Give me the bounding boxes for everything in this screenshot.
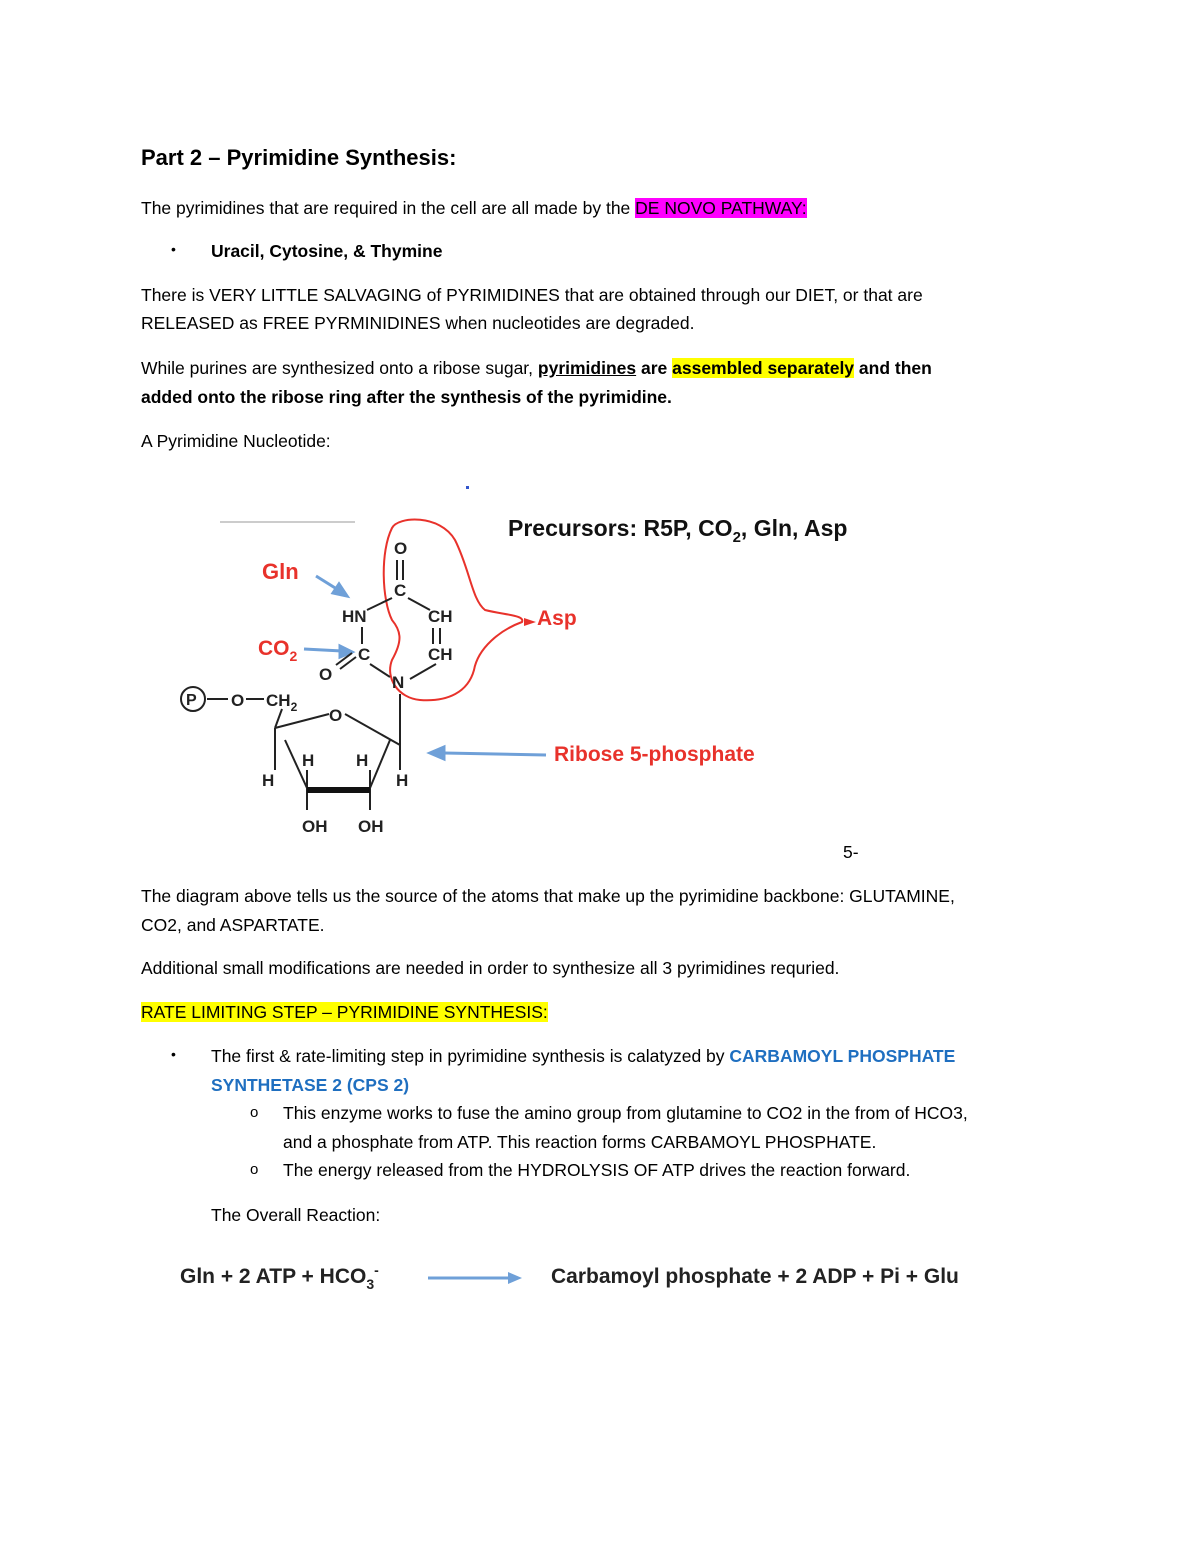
sub-bullet-1-line-2: and a phosphate from ATP. This reaction forms CARBAMOYL PHOSPHATE. xyxy=(283,1132,877,1152)
reaction-arrow-head xyxy=(508,1272,522,1284)
atom-n: N xyxy=(392,673,405,692)
salvage-line-2: RELEASED as FREE PYRMINIDINES when nucleotides are degraded. xyxy=(141,313,695,333)
intro-paragraph xyxy=(141,196,807,220)
atom-o-ring: O xyxy=(329,706,343,725)
stray-mark xyxy=(466,486,469,489)
enzyme-name-2: SYNTHETASE 2 (CPS 2) xyxy=(211,1075,410,1095)
bases-bullet: Uracil, Cytosine, & Thymine xyxy=(211,241,443,261)
atom-h2: H xyxy=(302,751,315,770)
atom-ch2: $CH_2$ xyxy=(266,691,298,714)
source-line-1: The diagram above tells us the source of the atoms that make up the pyrimidine backbone: GLUTAMINE, xyxy=(141,886,955,906)
sub-bullet-marker-1: o xyxy=(250,1104,259,1121)
atom-c-mid: C xyxy=(358,645,371,664)
atom-h4: H xyxy=(396,771,409,790)
co2-label: $CO_2$ xyxy=(258,637,298,664)
intro-text: The pyrimidines that are required in the cell are all made by the xyxy=(141,198,636,218)
atom-ch-2: CH xyxy=(428,645,453,664)
source-line-2: CO2, and ASPARTATE. xyxy=(141,915,325,935)
asp-pointer xyxy=(524,618,536,626)
overall-reaction xyxy=(0,1252,1200,1302)
ribose-label: Ribose 5-phosphate xyxy=(554,743,755,766)
atom-hn: HN xyxy=(342,607,367,626)
atom-h1: H xyxy=(262,771,275,790)
gln-arrow-head xyxy=(333,584,347,596)
overall-reaction-label: The Overall Reaction: xyxy=(211,1205,381,1225)
asp-label: Asp xyxy=(537,607,577,630)
assembly-line-1 xyxy=(141,356,932,380)
precursors-heading: Precursors: R5P, $CO_2$, Gln, Asp xyxy=(508,515,848,546)
atom-p: P xyxy=(186,692,197,709)
gln-label: Gln xyxy=(262,559,299,584)
assembly-text-2: are xyxy=(636,358,673,378)
atom-oh2: OH xyxy=(358,817,384,836)
de-novo-highlight: DE NOVO PATHWAY: xyxy=(635,198,807,218)
atom-o-mid: O xyxy=(319,665,333,684)
rate-bullet-text: The first & rate-limiting step in pyrimidine synthesis is calatyzed by xyxy=(211,1046,730,1066)
atom-o-link: O xyxy=(231,691,245,710)
nucleotide-label: A Pyrimidine Nucleotide: xyxy=(141,431,331,451)
reaction-products: Carbamoyl phosphate + 2 ADP + Pi + Glu xyxy=(551,1265,959,1288)
pyrimidines-underlined: pyrimidines xyxy=(537,358,637,378)
atom-o-top: O xyxy=(394,539,408,558)
modifications-line: Additional small modifications are needed in order to synthesize all 3 pyrimidines requried. xyxy=(141,958,840,978)
ribose-arrow xyxy=(444,753,546,755)
sub-bullet-marker-2: o xyxy=(250,1161,259,1178)
atom-c-top: C xyxy=(394,581,407,600)
page-number: 5- xyxy=(843,842,859,862)
ribose-arrow-head xyxy=(430,747,444,759)
arrows xyxy=(304,576,546,759)
sub-bullet-1-line-1: This enzyme works to fuse the amino group from glutamine to CO2 in the from of HCO3, xyxy=(283,1103,968,1123)
atom-ch-1: CH xyxy=(428,607,453,626)
enzyme-name-1: CARBAMOYL PHOSPHATE xyxy=(729,1046,956,1066)
co2-arrow xyxy=(304,649,342,651)
assembly-text-3: and then xyxy=(854,358,932,378)
sub-bullet-2-line-1: The energy released from the HYDROLYSIS OF ATP drives the reaction forward. xyxy=(283,1160,911,1180)
rate-limiting-heading xyxy=(141,1000,548,1024)
atom-oh1: OH xyxy=(302,817,328,836)
assembly-line-2: added onto the ribose ring after the synthesis of the pyrimidine. xyxy=(141,387,672,407)
pyrimidine-nucleotide-diagram xyxy=(0,470,1200,850)
assembled-separately-highlight: assembled separately xyxy=(672,358,855,378)
page-title: Part 2 – Pyrimidine Synthesis: xyxy=(141,145,457,170)
assembly-text-1: While purines are synthesized onto a ribose sugar, xyxy=(141,358,538,378)
bullet-marker: • xyxy=(171,241,176,257)
reaction-reactants: Gln + 2 ATP + $HCO_3^-$ xyxy=(180,1262,379,1292)
atom-h3: H xyxy=(356,751,369,770)
bullet-marker-2: • xyxy=(171,1046,176,1062)
salvage-line-1: There is VERY LITTLE SALVAGING of PYRIMIDINES that are obtained through our DIET, or that are xyxy=(141,285,923,305)
rate-heading-highlight: RATE LIMITING STEP – PYRIMIDINE SYNTHESIS: xyxy=(141,1002,548,1022)
rate-bullet-line-1 xyxy=(211,1044,955,1068)
